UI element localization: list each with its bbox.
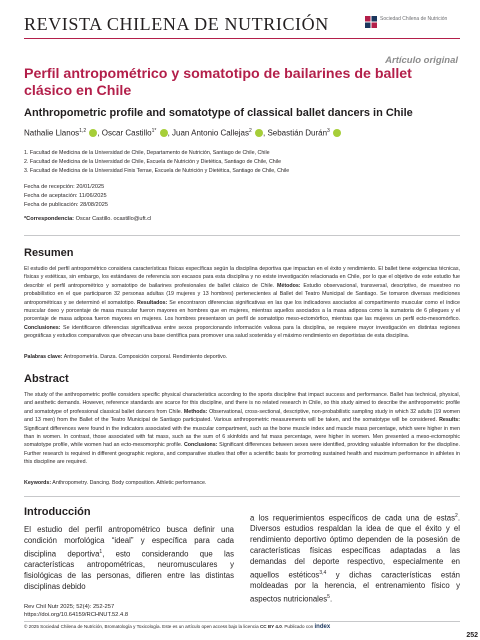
header-rule [24,38,460,39]
author-name: Juan Antonio Callejas [172,128,249,138]
correspondence [24,216,151,222]
section-divider [24,496,460,497]
author-name: Oscar Castillo [101,128,152,138]
abstract-heading: Abstract [24,373,69,385]
page-number: 252 [466,632,478,639]
abstract-conclusions-label: Conclusions: [183,442,218,449]
orcid-icon[interactable] [160,129,168,137]
resumen-conclusiones-label: Conclusiones: [24,324,61,331]
resumen-heading: Resumen [24,247,74,259]
author-name: Nathalie Llanos [24,128,80,138]
published-with: . Publicado con [281,624,314,629]
orcid-icon[interactable] [89,129,97,137]
article-title-en: Anthropometric profile and somatotype of classical ballet dancers in Chile [24,107,413,119]
introduccion-column-left [24,525,234,592]
affiliation: 1. Facultad de Medicina de la Universidad de Chile, Departamento de Nutrición, Santiago de Chile, Chile [24,150,270,156]
resumen-resultados-label: Resultados: [137,299,168,306]
footer-rule [24,621,460,622]
reference-marker[interactable]: 5 [327,593,330,600]
date-published: Fecha de publicación: 28/08/2025 [24,202,108,208]
keywords-label: Keywords: [24,480,52,486]
article-title-es: Perfil antropométrico y somatotipo de bailarines de ballet clásico en Chile [24,66,412,99]
author-affiliation: 1* [151,128,157,134]
abstract-methods: Observational, cross-sectional, descriptive, non-probabilistic sampling study in which 32 adults (19 women and 13 men) from the Ballet of the Teatro Municipal de Santiago participated. Various anthropometric measurements will be taken, and the somatotype will be considered. [24,408,460,424]
correspondence-label: *Correspondencia: [24,216,75,222]
abstract-methods-label: Methods: [183,408,208,415]
intro-text: , esto considerando que las características antropométricas, neuromusculares y fisiológicas de las personas, difieren entre las distintas disciplinas debido [24,549,234,591]
orcid-icon[interactable] [333,129,341,137]
author-affiliation: 3 [327,128,330,134]
citation [24,603,128,619]
date-received: Fecha de recepción: 20/01/2025 [24,184,105,190]
resumen-conclusiones: Se identificaron diferencias significativas entre sexos proporcionando información valiosa para la disciplina, se requiere mayor investigación en distintas regiones geográficas y estudios comparativos que ofrezcan una base científica para promover una salud sostenida y el máximo rendimiento en deportistas de esta disciplina. [24,324,460,340]
society-name: Sociedad Chilena de Nutrición [380,16,448,22]
society-logo-icon [365,16,377,28]
correspondence-email[interactable]: Oscar Castillo. ocastillo@uft.cl [75,216,152,222]
affiliation: 2. Facultad de Medicina de la Universidad de Chile, Escuela de Nutrición y Dietética, Santiago de Chile, Chile [24,159,282,165]
reference-marker[interactable]: 1 [99,548,103,555]
introduccion-heading: Introducción [24,506,91,518]
intro-text: y dichas características están moldeadas por la herencia, el entrenamiento físico y aspectos nutricionales [250,570,461,604]
abstract-intro: The study of the anthropometric profile considers specific physical characteristics according to the sports discipline that impact success and performance. Ballet has technical, physical, and aesthetic demands. However, reference standards are scarce for this discipline, and there is no related research in Chile, so this study aimed to describe the anthropometric profile and somatotype of professional classical ballet dancers from Chile. [24,392,460,415]
date-accepted: Fecha de aceptación: 11/06/2025 [24,193,107,199]
author-affiliation: 2 [248,128,252,134]
resumen-metodos-label: Métodos: [276,282,301,289]
author-name: Sebastián Durán [267,128,328,138]
keywords: Anthropometry. Dancing. Body composition. Athletic performance. [52,480,207,486]
intro-text: El estudio del perfil antropométrico busca definir una condición morfológica “ideal” y específica para cada disciplina deportiva [24,525,234,559]
intro-text: a los requerimientos específicos de cada una de estas [250,513,456,523]
index-logo[interactable]: index [314,624,331,630]
license-link[interactable]: CC BY 4.0 [259,624,282,629]
reference-marker[interactable]: 2 [455,513,458,519]
resumen-intro: El estudio del perfil antropométrico considera características físicas específicas según la disciplina deportiva que impactan en el éxito y rendimiento. El ballet tiene exigencias técnicas, físicas y estéticas, sin embargo, los estándares de referencia son escasos para esta disciplina y no existe investigación relacionada en Chile, por lo que el objetivo de este estudio fue describir el perfil antropométrico y somatotipo de bailarines profesionales de ballet clásico de Chile. [24,266,460,289]
author-affiliation: 1,2 [79,128,87,134]
introduccion-column-right [250,511,460,605]
intro-text: . Diversos estudios respaldan la idea de que el éxito y el rendimiento deportivo óptimo dependen de la posesión de características físicas específicas adaptadas a las demandas del deporte respectivo, especialmente en aquellos estéticos [250,513,460,580]
resumen-keywords [24,353,460,361]
journal-citation: Rev Chil Nutr 2025; 52(4): 252-257 [24,604,115,610]
intro-text: . [329,594,333,604]
palabras-clave-label: Palabras clave: [24,354,63,360]
reference-marker[interactable]: 3,4 [319,569,327,576]
journal-title: REVISTA CHILENA DE NUTRICIÓN [24,14,329,34]
section-divider [24,235,460,236]
license-line [24,624,330,630]
abstract-body [24,391,460,467]
abstract-results: Significant differences were found in the indicators associated with the muscular compartment, such as the bone muscle index and muscle mass percentage, which were higher in men than in women. In contrast, those associated with fat mass, such as the sum of 6 skinfolds and fat mass percentage, were higher in women. Men presented a meso-ectomorphic somatotype profile, while women had an ecto-mesomorphic profile. [24,425,460,449]
resumen-metodos: Estudio observacional, transversal, descriptivo, de muestreo no probabilístico en el que participaron 32 personas adultas (19 mujeres y 13 hombres) pertenecientes al Ballet del Teatro Municipal de Santiago. Se tomaron diversas mediciones antropométricas y se determinó el somatotipo. [24,282,460,306]
abstract-keywords [24,479,460,487]
article-type: Artículo original [385,55,458,66]
resumen-resultados: Se encontraron diferencias significativas en las que los indicadores asociados al compartimento muscular como el índice muscular óseo y porcentaje de masa muscular fueron mayores en hombres que en mujeres, mientras aquellos asociados a la masa adiposa como la sumatoria de 6 pliegues y el porcentaje de masa adiposa fueron mayores en mujeres. Los hombres presentaron un perfil de somatotipo meso-ectomórfico, mientras que las mujeres un perfil ecto-mesomórfico. [24,299,460,323]
abstract-results-label: Results: [439,417,460,424]
abstract-conclusions: Significant differences between sexes were identified, providing valuable information for the discipline. Further research is required in different geographic regions, and comparative studies that offer a scientific basis for promoting sustained health and maximum performance in athletes in this discipline are required. [24,442,460,466]
license-text: © 2025 Sociedad Chilena de Nutrición, Bromatología y Toxicología. Este es un artículo open access bajo la licencia [24,624,259,629]
doi-link[interactable]: https://doi.org/10.64159/RCHNUT.52.4.8 [24,612,129,619]
palabras-clave: Antropometría. Danza. Composición corporal. Rendimiento deportivo. [63,354,228,360]
affiliation: 3. Facultad de Medicina de la Universidad Finis Terrae, Escuela de Nutrición y Dietética, Santiago de Chile, Chile [24,168,290,174]
resumen-body [24,265,460,341]
author-list: Nathalie Llanos$^{1,2}$ , Oscar Castillo$^{1*}$ , Juan Antonio Callejas$^2$ , Sebastián Durán$^3$ [24,128,460,138]
orcid-icon[interactable] [255,129,263,137]
